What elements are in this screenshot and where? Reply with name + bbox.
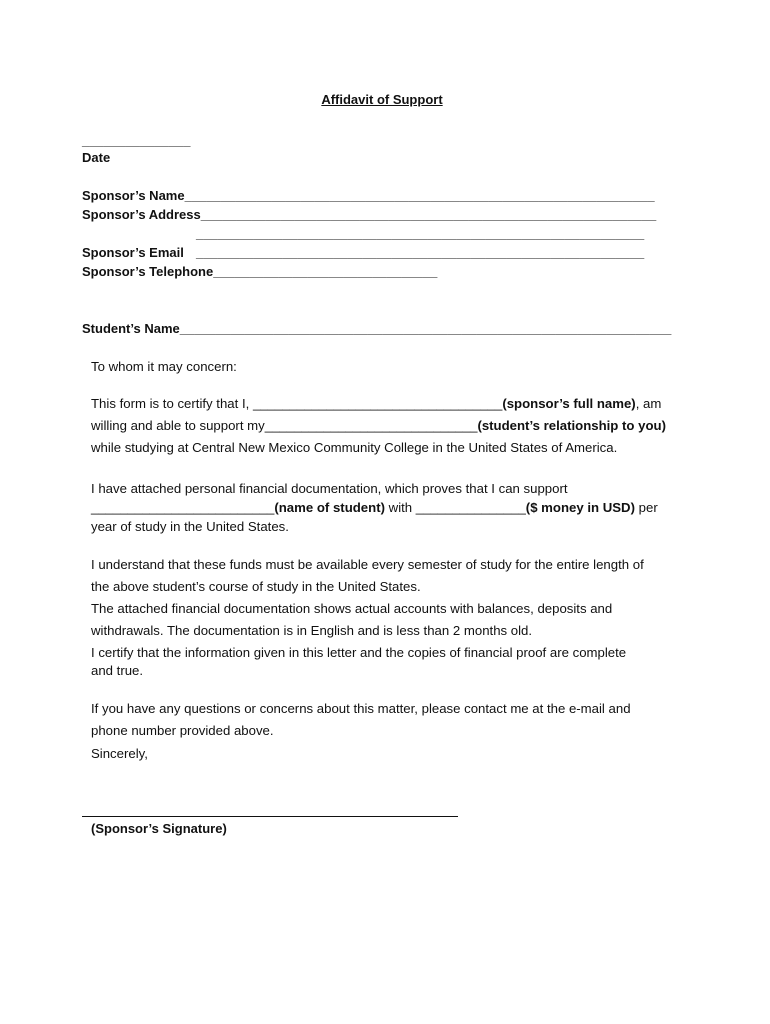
student-name-row xyxy=(82,321,671,337)
paragraph-3-line-6: and true. xyxy=(91,663,144,678)
paragraph-3-line-3: The attached financial documentation shows actual accounts with balances, deposits and xyxy=(91,601,613,616)
document-title: Affidavit of Support xyxy=(321,92,443,107)
signature-line[interactable] xyxy=(82,816,458,817)
p2-text-c: with xyxy=(385,500,416,515)
p2-text-e: per xyxy=(634,500,658,515)
p1-text-c: , am xyxy=(635,396,662,411)
student-name-field[interactable]: ____________________________________________________________________ xyxy=(179,321,672,336)
closing-line: Sincerely, xyxy=(91,746,148,761)
p1-line2-text-a: willing and able to support my xyxy=(91,418,265,433)
sponsor-telephone-row xyxy=(82,264,437,280)
student-name-label: Student’s Name xyxy=(82,321,180,336)
paragraph-3-line-5: I certify that the information given in this letter and the copies of financial proof are complete xyxy=(91,645,627,660)
sponsor-address-label: Sponsor’s Address xyxy=(82,207,201,222)
paragraph-2-line-1: I have attached personal financial documentation, which proves that I can support xyxy=(91,481,568,496)
p1-text-a: This form is to certify that I, xyxy=(91,396,253,411)
paragraph-2-line-2 xyxy=(91,500,658,516)
sponsor-email-field[interactable]: ______________________________________________________________ xyxy=(196,245,645,260)
signature-label: (Sponsor’s Signature) xyxy=(91,821,227,836)
paragraph-3-line-1: I understand that these funds must be available every semester of study for the entire length of xyxy=(91,557,644,572)
paragraph-1-line-3: while studying at Central New Mexico Community College in the United States of America. xyxy=(91,440,618,455)
sponsor-telephone-label: Sponsor’s Telephone xyxy=(82,264,214,279)
paragraph-2-line-3: year of study in the United States. xyxy=(91,519,289,534)
p2-text-d: ($ money in USD) xyxy=(525,500,635,515)
paragraph-4-line-1: If you have any questions or concerns about this matter, please contact me at the e-mail and xyxy=(91,701,631,716)
paragraph-4-line-2: phone number provided above. xyxy=(91,723,274,738)
sponsor-address-row xyxy=(82,207,656,223)
date-label: Date xyxy=(82,150,111,165)
sponsor-address-field[interactable]: _______________________________________________________________ xyxy=(200,207,657,222)
sponsor-telephone-field[interactable]: _______________________________ xyxy=(213,264,438,279)
sponsor-name-field[interactable]: _________________________________________________________________ xyxy=(184,188,655,203)
paragraph-1-line-2 xyxy=(91,418,666,434)
paragraph-1-line-1 xyxy=(91,396,661,412)
p2-text-b: (name of student) xyxy=(274,500,385,515)
p1-text-b: (sponsor’s full name) xyxy=(502,396,636,411)
paragraph-3-line-4: withdrawals. The documentation is in English and is less than 2 months old. xyxy=(91,623,533,638)
sponsor-address-field-2[interactable]: ______________________________________________________________ xyxy=(196,226,645,241)
sponsor-email-row xyxy=(82,245,184,261)
sponsor-email-label: Sponsor’s Email xyxy=(82,245,184,260)
sponsor-name-row xyxy=(82,188,655,204)
date-blank[interactable]: _______________ xyxy=(82,133,191,148)
student-relationship-field[interactable]: _____________________________ xyxy=(264,418,478,433)
money-usd-field[interactable]: _______________ xyxy=(415,500,526,515)
sponsor-name-label: Sponsor’s Name xyxy=(82,188,185,203)
sponsor-full-name-field[interactable]: __________________________________ xyxy=(252,396,503,411)
paragraph-3-line-2: the above student’s course of study in the United States. xyxy=(91,579,421,594)
p1-line2-text-b: (student’s relationship to you) xyxy=(477,418,666,433)
name-of-student-field[interactable]: _________________________ xyxy=(91,500,275,515)
salutation: To whom it may concern: xyxy=(91,359,237,374)
